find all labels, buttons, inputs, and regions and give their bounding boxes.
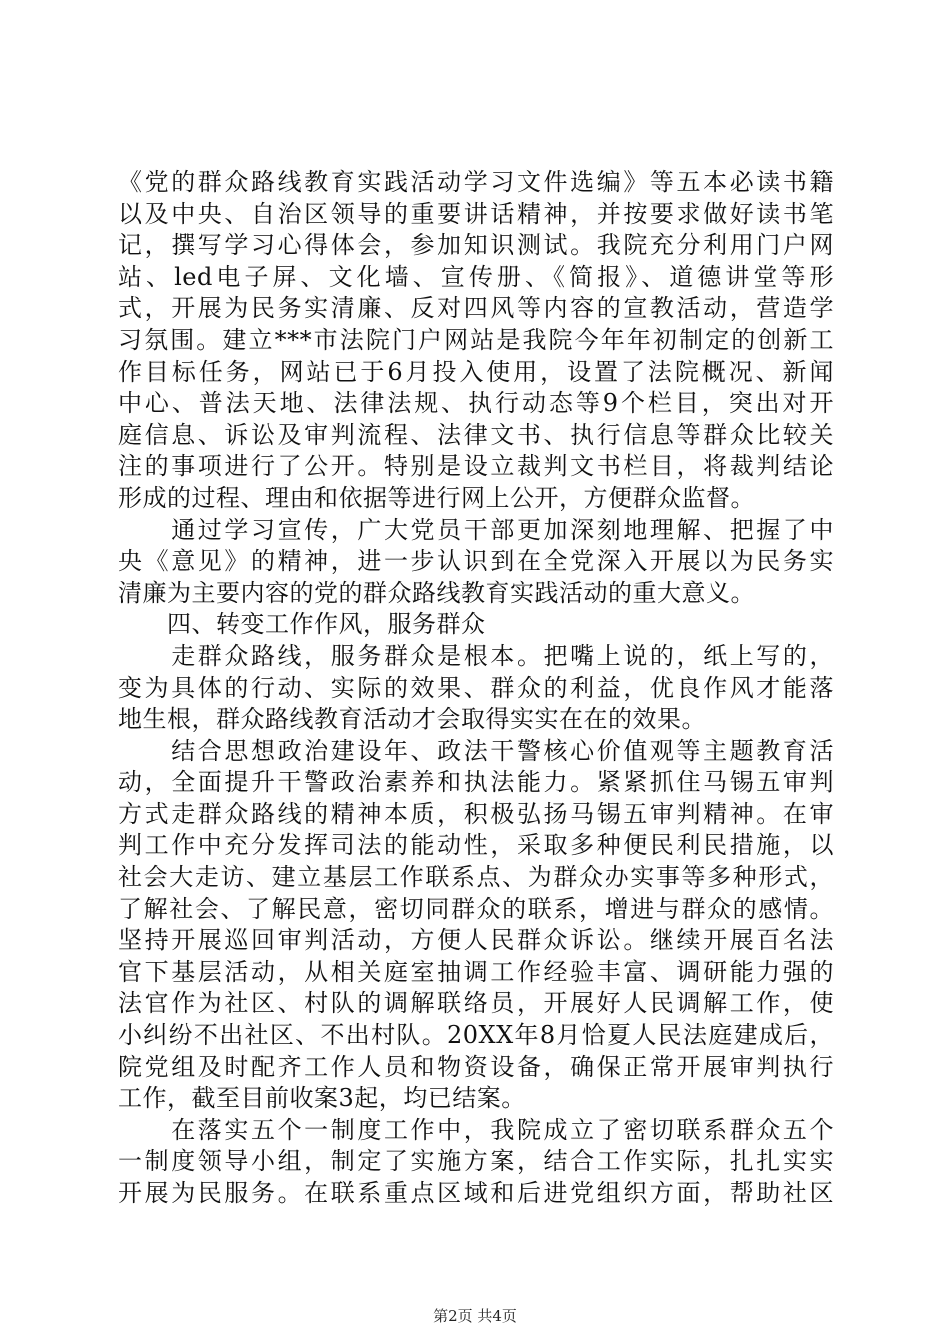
text-line: 《党的群众路线教育实践活动学习文件选编》等五本必读书籍 xyxy=(118,168,834,196)
text-line: 习氛围。建立***市法院门户网站是我院今年年初制定的创新工 xyxy=(118,325,834,354)
text-line: 在落实五个一制度工作中，我院成立了密切联系群众五个 xyxy=(118,1115,834,1144)
text-line: 四、转变工作作风，服务群众 xyxy=(118,610,486,639)
text-line: 工作，截至目前收案3起，均已结案。 xyxy=(118,1084,526,1113)
text-line: 结合思想政治建设年、政法干警核心价值观等主题教育活 xyxy=(118,736,834,765)
text-line: 站、led电子屏、文化墙、宣传册、《简报》、道德讲堂等形 xyxy=(118,262,834,291)
text-line: 注的事项进行了公开。特别是设立裁判文书栏目，将裁判结论 xyxy=(118,452,834,481)
text-line: 开展为民服务。在联系重点区域和后进党组织方面，帮助社区 xyxy=(118,1179,834,1207)
text-line: 方式走群众路线的精神本质，积极弘扬马锡五审判精神。在审 xyxy=(118,799,834,828)
text-line: 官下基层活动，从相关庭室抽调工作经验丰富、调研能力强的 xyxy=(118,957,834,986)
text-line: 作目标任务，网站已于6月投入使用，设置了法院概况、新闻 xyxy=(118,357,834,386)
text-line: 通过学习宣传，广大党员干部更加深刻地理解、把握了中 xyxy=(118,515,834,544)
text-line: 以及中央、自治区领导的重要讲话精神，并按要求做好读书笔 xyxy=(118,199,834,228)
text-line: 式，开展为民务实清廉、反对四风等内容的宣教活动，营造学 xyxy=(118,294,834,323)
text-line: 坚持开展巡回审判活动，方便人民群众诉讼。继续开展百名法 xyxy=(118,926,834,955)
body-text xyxy=(118,167,834,1210)
text-line: 形成的过程、理由和依据等进行网上公开，方便群众监督。 xyxy=(118,483,755,512)
text-line: 小纠纷不出社区、不出村队。20XX年8月恰夏人民法庭建成后， xyxy=(118,1021,834,1050)
text-line: 社会大走访、建立基层工作联系点、为群众办实事等多种形式， xyxy=(118,863,834,892)
text-line: 判工作中充分发挥司法的能动性，采取多种便民利民措施，以 xyxy=(118,831,834,860)
text-line: 变为具体的行动、实际的效果、群众的利益，优良作风才能落 xyxy=(118,673,834,702)
text-line: 中心、普法天地、法律法规、执行动态等9个栏目，突出对开 xyxy=(118,389,834,418)
text-line: 了解社会、了解民意，密切同群众的联系，增进与群众的感情。 xyxy=(118,894,834,923)
text-line: 法官作为社区、村队的调解联络员，开展好人民调解工作，使 xyxy=(118,989,834,1018)
text-line: 记，撰写学习心得体会，参加知识测试。我院充分利用门户网 xyxy=(118,231,834,260)
text-line: 清廉为主要内容的党的群众路线教育实践活动的重大意义。 xyxy=(118,578,755,607)
text-line: 走群众路线，服务群众是根本。把嘴上说的，纸上写的， xyxy=(118,641,834,670)
text-line: 庭信息、诉讼及审判流程、法律文书、执行信息等群众比较关 xyxy=(118,420,834,449)
text-line: 地生根，群众路线教育活动才会取得实实在在的效果。 xyxy=(118,705,706,734)
text-line: 一制度领导小组，制定了实施方案，结合工作实际，扎扎实实 xyxy=(118,1147,834,1176)
text-line: 动，全面提升干警政治素养和执法能力。紧紧抓住马锡五审判 xyxy=(118,768,834,797)
text-line: 院党组及时配齐工作人员和物资设备，确保正常开展审判执行 xyxy=(118,1052,834,1081)
text-line: 央《意见》的精神，进一步认识到在全党深入开展以为民务实 xyxy=(118,547,834,576)
page-footer: 第2页 共4页 xyxy=(433,1307,517,1325)
